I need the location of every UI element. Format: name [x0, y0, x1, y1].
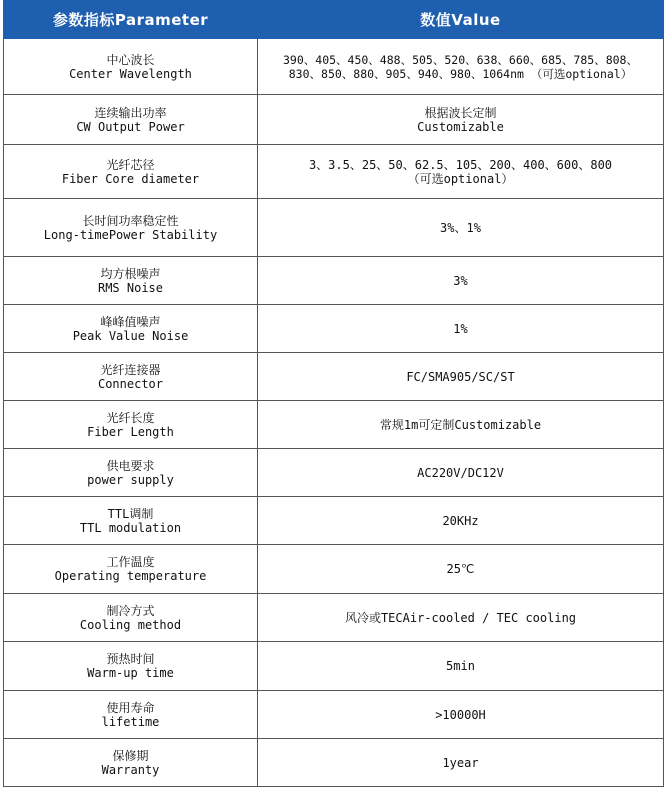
parameter-cell: [4, 145, 258, 199]
table-row: [4, 199, 664, 257]
parameter-name-cn: 制冷方式: [106, 603, 155, 618]
table-row: [4, 594, 664, 642]
parameter-name-en: RMS Noise: [97, 280, 164, 295]
value-cell: [258, 353, 664, 401]
value-cell: [258, 642, 664, 691]
parameter-name-cn: 光纤连接器: [100, 362, 161, 377]
spec-table: [3, 0, 664, 787]
parameter-name-en: Long-timePower Stability: [43, 227, 218, 242]
value-cell: [258, 199, 664, 257]
parameter-name-en: Connector: [97, 376, 164, 391]
table-row: [4, 739, 664, 787]
value-cell: [258, 739, 664, 787]
table-row: [4, 642, 664, 691]
header-parameter: 参数指标Parameter: [4, 1, 258, 39]
parameter-name-cn: 峰峰值噪声: [100, 314, 161, 329]
parameter-name-cn: 均方根噪声: [100, 266, 161, 281]
parameter-name-cn: 保修期: [112, 748, 149, 763]
value-line: 5min: [446, 659, 475, 673]
parameter-name-en: Fiber Length: [87, 424, 174, 439]
parameter-cell: [4, 545, 258, 594]
parameter-name-cn: 连续输出功率: [94, 105, 167, 120]
parameter-cell: [4, 642, 258, 691]
parameter-name-cn: 光纤芯径: [106, 157, 155, 172]
parameter-cell: [4, 95, 258, 145]
value-line: 常规1m可定制Customizable: [379, 417, 542, 432]
table-row: [4, 545, 664, 594]
table-row: [4, 305, 664, 353]
header-value: 数值Value: [258, 1, 664, 39]
value-cell: [258, 691, 664, 739]
parameter-cell: [4, 305, 258, 353]
parameter-cell: [4, 497, 258, 545]
parameter-name-en: Fiber Core diameter: [61, 171, 200, 186]
value-line: 3%: [453, 273, 468, 288]
table-row: [4, 401, 664, 449]
parameter-cell: [4, 39, 258, 95]
value-line: 20KHz: [442, 513, 479, 528]
parameter-cell: [4, 691, 258, 739]
parameter-name-cn: 中心波长: [106, 52, 155, 67]
parameter-name-en: TTL modulation: [79, 520, 182, 535]
value-line: 390、405、450、488、505、520、638、660、685、785、808、: [283, 52, 638, 67]
value-cell: [258, 39, 664, 95]
parameter-cell: [4, 594, 258, 642]
value-cell: [258, 401, 664, 449]
parameter-name-en: power supply: [87, 472, 174, 487]
value-cell: [258, 305, 664, 353]
parameter-name-en: Peak Value Noise: [72, 328, 189, 343]
value-line: （可选optional）: [407, 171, 514, 186]
parameter-name-cn: TTL调制: [107, 506, 154, 521]
value-line: >10000H: [435, 707, 486, 722]
table-row: [4, 95, 664, 145]
parameter-name-en: lifetime: [101, 714, 160, 729]
value-line: 3%、1%: [440, 220, 481, 235]
table-row: [4, 497, 664, 545]
parameter-cell: [4, 199, 258, 257]
parameter-name-cn: 使用寿命: [106, 700, 155, 715]
value-line: FC/SMA905/SC/ST: [406, 369, 515, 384]
parameter-name-cn: 长时间功率稳定性: [82, 213, 179, 228]
parameter-cell: [4, 353, 258, 401]
parameter-cell: [4, 257, 258, 305]
parameter-name-cn: 工作温度: [106, 555, 155, 569]
value-cell: [258, 449, 664, 497]
parameter-cell: [4, 449, 258, 497]
parameter-name-cn: 预热时间: [106, 652, 155, 666]
value-cell: [258, 257, 664, 305]
table-row: [4, 449, 664, 497]
parameter-name-en: CW Output Power: [76, 119, 185, 134]
value-cell: [258, 145, 664, 199]
parameter-cell: [4, 739, 258, 787]
value-line: 根据波长定制: [424, 105, 497, 120]
value-line: 830、850、880、905、940、980、1064nm （可选optional）: [288, 66, 633, 81]
value-line: 3、3.5、25、50、62.5、105、200、400、600、800: [308, 157, 613, 172]
table-header-row: [4, 1, 664, 39]
table-row: [4, 353, 664, 401]
table-row: [4, 39, 664, 95]
value-line: AC220V/DC12V: [417, 465, 504, 480]
value-line: 1year: [442, 755, 479, 770]
value-cell: [258, 594, 664, 642]
parameter-name-cn: 供电要求: [106, 458, 155, 473]
table-body: [4, 39, 664, 787]
value-cell: [258, 497, 664, 545]
parameter-name-cn: 光纤长度: [106, 410, 155, 425]
parameter-name-en: Warm-up time: [87, 666, 174, 680]
table-row: [4, 691, 664, 739]
parameter-name-en: Cooling method: [79, 617, 182, 632]
value-cell: [258, 545, 664, 594]
value-line: 1%: [453, 321, 468, 336]
value-cell: [258, 95, 664, 145]
table-row: [4, 257, 664, 305]
parameter-name-en: Center Wavelength: [69, 66, 192, 81]
table-row: [4, 145, 664, 199]
parameter-name-en: Operating temperature: [54, 569, 207, 583]
value-line: Customizable: [417, 119, 504, 134]
value-line: 风冷或TECAir-cooled / TEC cooling: [344, 610, 577, 625]
parameter-cell: [4, 401, 258, 449]
parameter-name-en: Warranty: [101, 762, 160, 777]
value-line: 25℃: [446, 562, 475, 576]
